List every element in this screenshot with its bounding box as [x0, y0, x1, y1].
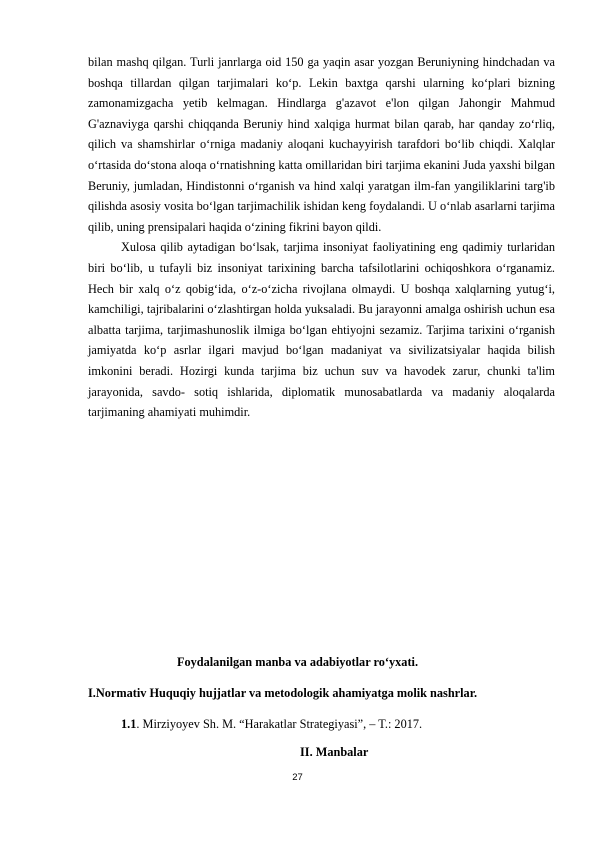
- references-title: Foydalanilgan manba va adabiyotlar roʻyxati.: [176, 655, 419, 669]
- reference-item: [121, 717, 422, 732]
- paragraph-conclusion: Xulosa qilib aytadigan boʻlsak, tarjima insoniyat faoliyatining eng qadimiy turlaridan biri boʻlib, u tufayli biz insoniyat tarixining barcha tafsilotlarini ochiqoshkora oʻrganamiz. Hech bir xalq oʻz qobig‘ida, oʻz-oʻzicha rivojlana olmaydi. U boshqa xalqlarning yutug‘i, kamchiligi, tajribalarini oʻzlashtirgan holda yuksaladi. Bu jarayonni amalga oshirish uchun esa albatta tarjima, tarjimashunoslik ilmiga boʻlgan ehtiyojni sezamiz. Tarjima tarixini oʻrganish jamiyatda koʻp asrlar ilgari mavjud boʻlgan madaniyat va sivilizatsiyalar haqida bilish imkonini beradi. Hozirgi kunda tarjima biz uchun suv va havodek zarur, chunki ta'lim jarayonida, savdo- sotiq ishlarida, diplomatik munosabatlarda va madaniy aloqalarda tarjimaning ahamiyati muhimdir.: [88, 240, 555, 420]
- reference-text: . Mirziyoyev Sh. M. “Harakatlar Strategiyasi”, – T.: 2017.: [136, 717, 423, 731]
- reference-number: 1.1: [121, 717, 137, 731]
- paragraph-beruniy: bilan mashq qilgan. Turli janrlarga oid 150 ga yaqin asar yozgan Beruniyning hindchadan va boshqa tillardan qilgan tarjimalari koʻp. Lekin baxtga qarshi ularning koʻplari bizning zamonamizgacha yetib kelmagan. Hindlarga g'azavot e'lon qilgan Jahongir Mahmud G'aznaviyga qarshi chiqqanda Beruniy hind xalqiga hurmat bilan qarab, har qanday zoʻrliq, qilich va shamshirlar oʻrniga madaniy aloqani kuchayyirish tarafdori boʻlib chiqdi. Xalqlar oʻrtasida doʻstona aloqa oʻrnatishning katta omillaridan biri tarjima ekanini Juda yaxshi bilgan Beruniy, jumladan, Hindistonni oʻrganish va hind xalqi yaratgan ilm-fan yangiliklarini targ'ib qilishda asosiy vosita boʻlgan tarjimachilik ishidan keng foydalandi. U oʻnlab asarlarni tarjima qilib, uning prensipalari haqida oʻzining fikrini bayon qildi.: [88, 55, 555, 234]
- document-body: [88, 52, 555, 423]
- references-section-sources: II. Manbalar: [300, 745, 369, 759]
- references-section-normative: I.Normativ Huquqiy hujjatlar va metodologik ahamiyatga molik nashrlar.: [88, 686, 478, 700]
- page-number: 27: [292, 772, 303, 783]
